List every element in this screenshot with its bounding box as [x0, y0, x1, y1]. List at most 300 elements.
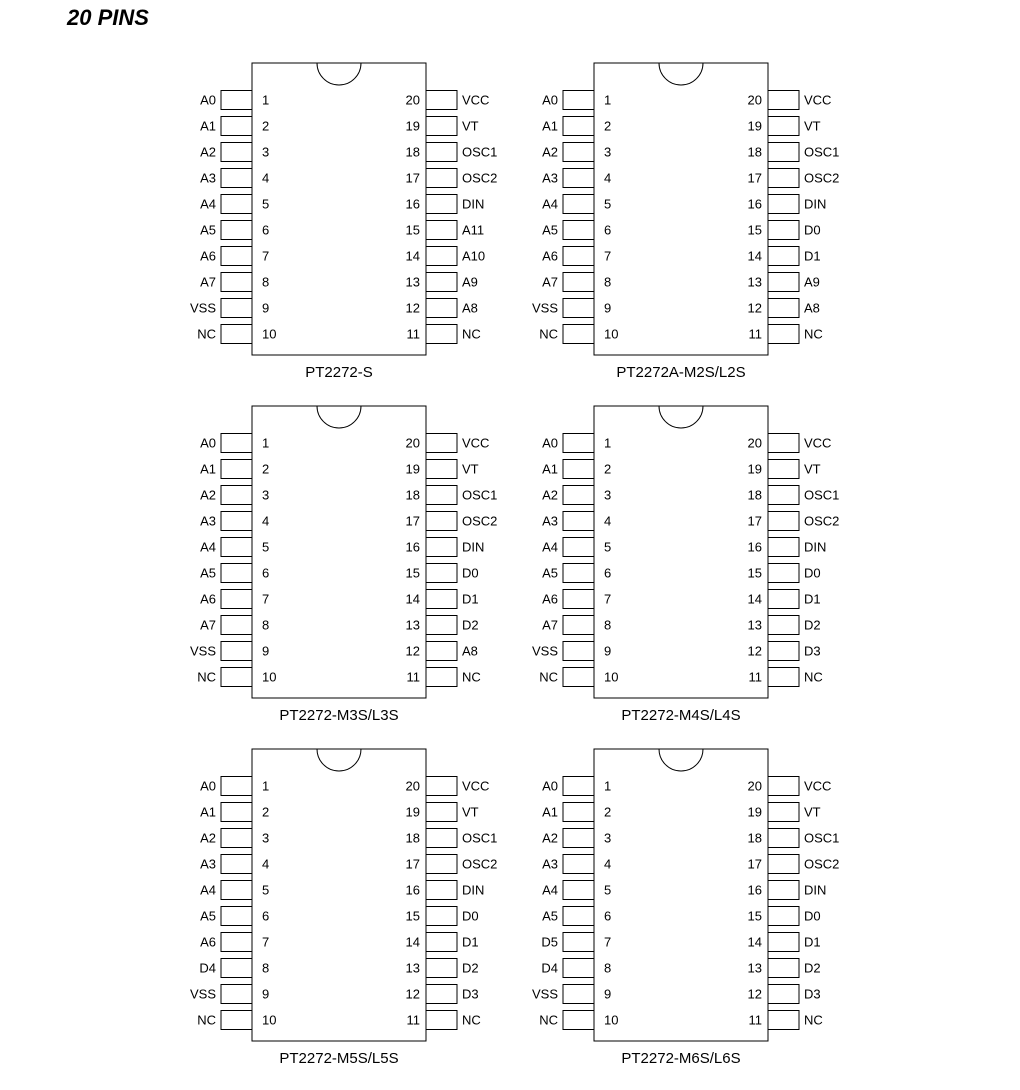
- right-pin-name: VCC: [462, 778, 490, 794]
- left-pin-name: A5: [542, 908, 558, 924]
- right-pin-box: [426, 169, 457, 188]
- left-pin-name: A4: [542, 882, 558, 898]
- right-pin-name: A8: [462, 300, 478, 316]
- left-pin-box: [221, 91, 252, 110]
- right-pin-box: [426, 933, 457, 952]
- right-pin-number: 18: [747, 487, 762, 503]
- right-pin-number: 18: [405, 144, 420, 160]
- right-pin-number: 17: [405, 513, 420, 529]
- right-pin-number: 19: [405, 804, 420, 820]
- left-pin-name: A1: [542, 118, 558, 134]
- left-pin-box: [221, 933, 252, 952]
- right-pin-number: 14: [747, 248, 762, 264]
- right-pin-name: OSC2: [804, 856, 840, 872]
- right-pin-name: A9: [462, 274, 478, 290]
- left-pin-box: [221, 855, 252, 874]
- left-pin-name: A2: [542, 144, 558, 160]
- left-pin-box: [563, 143, 594, 162]
- right-pin-name: OSC2: [462, 170, 498, 186]
- right-pin-box: [426, 299, 457, 318]
- right-pin-box: [768, 325, 799, 344]
- right-pin-box: [426, 907, 457, 926]
- left-pin-number: 5: [604, 539, 612, 555]
- left-pin-number: 8: [262, 960, 270, 976]
- left-pin-box: [221, 486, 252, 505]
- left-pin-number: 2: [262, 118, 270, 134]
- left-pin-number: 1: [262, 778, 270, 794]
- left-pin-box: [221, 221, 252, 240]
- right-pin-name: A8: [462, 643, 478, 659]
- left-pin-name: VSS: [189, 300, 216, 316]
- left-pin-name: A2: [200, 487, 216, 503]
- right-pin-box: [768, 668, 799, 687]
- left-pin-box: [563, 273, 594, 292]
- pin1-notch: [659, 406, 703, 428]
- right-pin-box: [426, 195, 457, 214]
- right-pin-name: D1: [462, 591, 479, 607]
- right-pin-name: A10: [462, 248, 486, 264]
- left-pin-box: [563, 117, 594, 136]
- right-pin-name: D0: [462, 908, 479, 924]
- left-pin-name: A3: [542, 513, 558, 529]
- left-pin-box: [563, 829, 594, 848]
- left-pin-number: 7: [604, 591, 612, 607]
- right-pin-box: [768, 933, 799, 952]
- left-pin-name: D4: [199, 960, 216, 976]
- right-pin-number: 11: [748, 326, 762, 342]
- left-pin-name: D5: [541, 934, 558, 950]
- left-pin-number: 6: [262, 222, 270, 238]
- right-pin-name: DIN: [462, 539, 485, 555]
- left-pin-box: [563, 486, 594, 505]
- left-pin-number: 4: [262, 170, 270, 186]
- left-pin-box: [221, 169, 252, 188]
- right-pin-name: D2: [804, 617, 821, 633]
- left-pin-name: A1: [542, 804, 558, 820]
- left-pin-box: [563, 460, 594, 479]
- right-pin-box: [768, 195, 799, 214]
- right-pin-number: 15: [405, 908, 420, 924]
- right-pin-box: [426, 642, 457, 661]
- chip-5: [190, 749, 497, 1067]
- left-pin-number: 8: [604, 617, 612, 633]
- right-pin-number: 11: [406, 326, 420, 342]
- right-pin-number: 12: [405, 986, 420, 1002]
- left-pin-name: A0: [542, 435, 558, 451]
- right-pin-box: [768, 959, 799, 978]
- right-pin-number: 20: [747, 92, 762, 108]
- right-pin-box: [426, 512, 457, 531]
- left-pin-number: 8: [262, 274, 270, 290]
- left-pin-name: A3: [542, 170, 558, 186]
- right-pin-name: DIN: [804, 882, 827, 898]
- chip-1: [190, 63, 497, 381]
- left-pin-box: [221, 616, 252, 635]
- right-pin-name: NC: [462, 1012, 481, 1028]
- left-pin-box: [563, 512, 594, 531]
- left-pin-number: 6: [262, 565, 270, 581]
- right-pin-number: 17: [747, 170, 762, 186]
- left-pin-box: [563, 169, 594, 188]
- right-pin-box: [768, 247, 799, 266]
- left-pin-name: A2: [200, 144, 216, 160]
- right-pin-box: [426, 325, 457, 344]
- left-pin-box: [563, 1011, 594, 1030]
- right-pin-number: 20: [405, 435, 420, 451]
- right-pin-name: DIN: [804, 539, 827, 555]
- left-pin-number: 9: [262, 300, 270, 316]
- right-pin-number: 16: [747, 196, 762, 212]
- right-pin-name: VCC: [462, 435, 490, 451]
- left-pin-number: 2: [604, 804, 612, 820]
- right-pin-name: VT: [462, 118, 479, 134]
- left-pin-number: 5: [262, 196, 270, 212]
- right-pin-name: D0: [804, 565, 821, 581]
- right-pin-name: VT: [462, 804, 479, 820]
- left-pin-number: 4: [262, 513, 270, 529]
- right-pin-box: [426, 616, 457, 635]
- left-pin-name: A1: [200, 461, 216, 477]
- right-pin-name: DIN: [462, 882, 485, 898]
- right-pin-box: [768, 91, 799, 110]
- left-pin-name: A1: [542, 461, 558, 477]
- right-pin-number: 14: [405, 591, 420, 607]
- right-pin-name: D3: [804, 986, 821, 1002]
- right-pin-name: D1: [804, 248, 821, 264]
- right-pin-number: 15: [405, 565, 420, 581]
- left-pin-number: 6: [604, 908, 612, 924]
- right-pin-box: [426, 668, 457, 687]
- left-pin-name: NC: [197, 326, 216, 342]
- right-pin-name: D3: [462, 986, 479, 1002]
- pin1-notch: [317, 63, 361, 85]
- right-pin-number: 13: [405, 617, 420, 633]
- right-pin-name: VCC: [804, 435, 832, 451]
- right-pin-name: OSC1: [804, 487, 840, 503]
- right-pin-name: VT: [462, 461, 479, 477]
- right-pin-box: [768, 907, 799, 926]
- right-pin-box: [426, 91, 457, 110]
- right-pin-number: 14: [747, 934, 762, 950]
- right-pin-number: 13: [405, 960, 420, 976]
- left-pin-name: NC: [539, 326, 558, 342]
- part-number-label: PT2272A-M2S/L2S: [616, 364, 746, 381]
- left-pin-box: [221, 143, 252, 162]
- left-pin-box: [221, 273, 252, 292]
- left-pin-number: 10: [604, 326, 619, 342]
- right-pin-number: 15: [747, 565, 762, 581]
- right-pin-number: 13: [405, 274, 420, 290]
- left-pin-name: NC: [197, 669, 216, 685]
- left-pin-number: 10: [262, 326, 277, 342]
- left-pin-box: [563, 538, 594, 557]
- left-pin-box: [221, 512, 252, 531]
- left-pin-box: [563, 668, 594, 687]
- right-pin-number: 15: [405, 222, 420, 238]
- right-pin-number: 15: [747, 908, 762, 924]
- left-pin-box: [563, 564, 594, 583]
- right-pin-name: OSC1: [804, 830, 840, 846]
- right-pin-box: [426, 985, 457, 1004]
- right-pin-box: [426, 855, 457, 874]
- right-pin-box: [768, 985, 799, 1004]
- right-pin-number: 16: [405, 196, 420, 212]
- right-pin-number: 20: [405, 778, 420, 794]
- right-pin-name: D0: [804, 908, 821, 924]
- left-pin-number: 9: [604, 643, 612, 659]
- left-pin-number: 6: [604, 222, 612, 238]
- right-pin-name: OSC1: [804, 144, 840, 160]
- right-pin-name: A8: [804, 300, 820, 316]
- left-pin-name: A6: [200, 248, 216, 264]
- part-number-label: PT2272-M5S/L5S: [279, 1050, 399, 1067]
- left-pin-name: A0: [200, 92, 216, 108]
- left-pin-name: VSS: [189, 986, 216, 1002]
- right-pin-box: [768, 460, 799, 479]
- right-pin-number: 12: [405, 643, 420, 659]
- right-pin-name: A11: [462, 222, 485, 238]
- right-pin-box: [426, 143, 457, 162]
- left-pin-name: A7: [200, 617, 216, 633]
- right-pin-number: 16: [747, 882, 762, 898]
- right-pin-box: [768, 273, 799, 292]
- left-pin-name: A2: [542, 830, 558, 846]
- left-pin-name: A6: [542, 248, 558, 264]
- left-pin-name: A5: [542, 222, 558, 238]
- right-pin-name: VCC: [804, 778, 832, 794]
- right-pin-box: [426, 247, 457, 266]
- left-pin-name: VSS: [531, 300, 558, 316]
- right-pin-number: 13: [747, 617, 762, 633]
- right-pin-number: 12: [747, 300, 762, 316]
- right-pin-name: NC: [804, 1012, 823, 1028]
- right-pin-number: 18: [405, 830, 420, 846]
- right-pin-box: [426, 117, 457, 136]
- right-pin-box: [426, 1011, 457, 1030]
- left-pin-box: [221, 907, 252, 926]
- right-pin-name: D1: [804, 591, 821, 607]
- right-pin-box: [768, 1011, 799, 1030]
- right-pin-number: 11: [748, 1012, 762, 1028]
- pin1-notch: [317, 749, 361, 771]
- right-pin-box: [768, 512, 799, 531]
- left-pin-number: 1: [604, 92, 612, 108]
- part-number-label: PT2272-M4S/L4S: [621, 707, 741, 724]
- left-pin-box: [221, 829, 252, 848]
- left-pin-number: 3: [604, 830, 612, 846]
- right-pin-name: NC: [804, 326, 823, 342]
- left-pin-name: A0: [542, 778, 558, 794]
- left-pin-name: A7: [200, 274, 216, 290]
- left-pin-box: [563, 907, 594, 926]
- left-pin-box: [221, 538, 252, 557]
- chip-2: [532, 63, 839, 381]
- right-pin-box: [768, 855, 799, 874]
- left-pin-box: [221, 564, 252, 583]
- left-pin-name: A7: [542, 274, 558, 290]
- left-pin-box: [221, 299, 252, 318]
- right-pin-number: 12: [747, 643, 762, 659]
- left-pin-name: D4: [541, 960, 558, 976]
- right-pin-box: [768, 434, 799, 453]
- right-pin-number: 12: [747, 986, 762, 1002]
- left-pin-name: A0: [542, 92, 558, 108]
- left-pin-box: [221, 325, 252, 344]
- right-pin-name: DIN: [804, 196, 827, 212]
- right-pin-number: 13: [747, 960, 762, 976]
- chip-4: [532, 406, 839, 724]
- left-pin-name: A4: [542, 539, 558, 555]
- right-pin-number: 19: [405, 461, 420, 477]
- left-pin-number: 3: [262, 487, 270, 503]
- left-pin-box: [563, 985, 594, 1004]
- left-pin-number: 4: [604, 856, 612, 872]
- left-pin-name: A4: [200, 539, 216, 555]
- right-pin-name: VT: [804, 461, 821, 477]
- right-pin-number: 19: [747, 118, 762, 134]
- chip-body: [252, 406, 426, 698]
- left-pin-box: [563, 590, 594, 609]
- left-pin-number: 5: [604, 882, 612, 898]
- left-pin-number: 6: [604, 565, 612, 581]
- right-pin-box: [768, 881, 799, 900]
- left-pin-number: 7: [604, 248, 612, 264]
- left-pin-number: 7: [262, 248, 270, 264]
- right-pin-name: OSC2: [462, 513, 498, 529]
- chip-body: [594, 406, 768, 698]
- right-pin-number: 16: [747, 539, 762, 555]
- right-pin-box: [768, 221, 799, 240]
- left-pin-number: 3: [604, 144, 612, 160]
- right-pin-box: [426, 434, 457, 453]
- left-pin-number: 5: [604, 196, 612, 212]
- right-pin-box: [768, 616, 799, 635]
- left-pin-name: A3: [542, 856, 558, 872]
- right-pin-box: [426, 486, 457, 505]
- left-pin-name: A2: [542, 487, 558, 503]
- right-pin-number: 18: [405, 487, 420, 503]
- right-pin-number: 17: [405, 170, 420, 186]
- left-pin-box: [221, 1011, 252, 1030]
- left-pin-box: [563, 325, 594, 344]
- left-pin-number: 7: [262, 934, 270, 950]
- page-title: 20 PINS: [67, 5, 149, 30]
- chip-body: [594, 63, 768, 355]
- right-pin-name: OSC1: [462, 487, 498, 503]
- left-pin-name: A2: [200, 830, 216, 846]
- left-pin-number: 9: [262, 986, 270, 1002]
- left-pin-name: NC: [539, 1012, 558, 1028]
- left-pin-name: A5: [542, 565, 558, 581]
- right-pin-number: 19: [747, 461, 762, 477]
- left-pin-name: A6: [542, 591, 558, 607]
- right-pin-name: D2: [804, 960, 821, 976]
- left-pin-number: 2: [262, 461, 270, 477]
- part-number-label: PT2272-M6S/L6S: [621, 1050, 741, 1067]
- left-pin-number: 6: [262, 908, 270, 924]
- chip-body: [594, 749, 768, 1041]
- left-pin-name: VSS: [531, 643, 558, 659]
- right-pin-number: 11: [748, 669, 762, 685]
- right-pin-box: [426, 777, 457, 796]
- left-pin-name: A5: [200, 222, 216, 238]
- left-pin-name: A0: [200, 778, 216, 794]
- right-pin-box: [768, 486, 799, 505]
- left-pin-box: [563, 221, 594, 240]
- left-pin-number: 9: [262, 643, 270, 659]
- right-pin-number: 15: [747, 222, 762, 238]
- left-pin-name: A1: [200, 804, 216, 820]
- right-pin-number: 17: [747, 513, 762, 529]
- right-pin-box: [768, 117, 799, 136]
- right-pin-number: 17: [405, 856, 420, 872]
- right-pin-box: [768, 564, 799, 583]
- left-pin-box: [563, 855, 594, 874]
- left-pin-name: VSS: [189, 643, 216, 659]
- left-pin-name: A7: [542, 617, 558, 633]
- left-pin-box: [221, 959, 252, 978]
- right-pin-number: 14: [405, 934, 420, 950]
- left-pin-name: A6: [200, 934, 216, 950]
- left-pin-name: A4: [200, 882, 216, 898]
- right-pin-box: [426, 460, 457, 479]
- right-pin-box: [426, 564, 457, 583]
- left-pin-box: [221, 777, 252, 796]
- right-pin-name: D2: [462, 960, 479, 976]
- left-pin-number: 1: [262, 435, 270, 451]
- pin1-notch: [659, 63, 703, 85]
- left-pin-number: 4: [262, 856, 270, 872]
- left-pin-box: [563, 434, 594, 453]
- left-pin-name: A1: [200, 118, 216, 134]
- right-pin-box: [426, 803, 457, 822]
- left-pin-number: 1: [604, 778, 612, 794]
- left-pin-box: [221, 881, 252, 900]
- left-pin-number: 2: [604, 118, 612, 134]
- right-pin-box: [426, 273, 457, 292]
- right-pin-number: 20: [405, 92, 420, 108]
- left-pin-box: [221, 642, 252, 661]
- left-pin-number: 1: [262, 92, 270, 108]
- right-pin-box: [768, 299, 799, 318]
- right-pin-box: [768, 777, 799, 796]
- right-pin-number: 18: [747, 830, 762, 846]
- right-pin-name: D3: [804, 643, 821, 659]
- right-pin-box: [426, 959, 457, 978]
- right-pin-number: 12: [405, 300, 420, 316]
- right-pin-box: [768, 143, 799, 162]
- chip-3: [190, 406, 497, 724]
- left-pin-number: 1: [604, 435, 612, 451]
- left-pin-number: 10: [604, 669, 619, 685]
- part-number-label: PT2272-M3S/L3S: [279, 707, 399, 724]
- right-pin-number: 19: [405, 118, 420, 134]
- left-pin-name: A4: [200, 196, 216, 212]
- left-pin-number: 10: [262, 669, 277, 685]
- chip-body: [252, 63, 426, 355]
- right-pin-number: 16: [405, 882, 420, 898]
- left-pin-box: [221, 985, 252, 1004]
- left-pin-box: [221, 247, 252, 266]
- left-pin-name: A3: [200, 170, 216, 186]
- right-pin-name: D0: [804, 222, 821, 238]
- left-pin-number: 10: [262, 1012, 277, 1028]
- left-pin-name: NC: [197, 1012, 216, 1028]
- right-pin-box: [768, 803, 799, 822]
- left-pin-box: [563, 642, 594, 661]
- left-pin-name: A5: [200, 565, 216, 581]
- right-pin-name: OSC2: [804, 170, 840, 186]
